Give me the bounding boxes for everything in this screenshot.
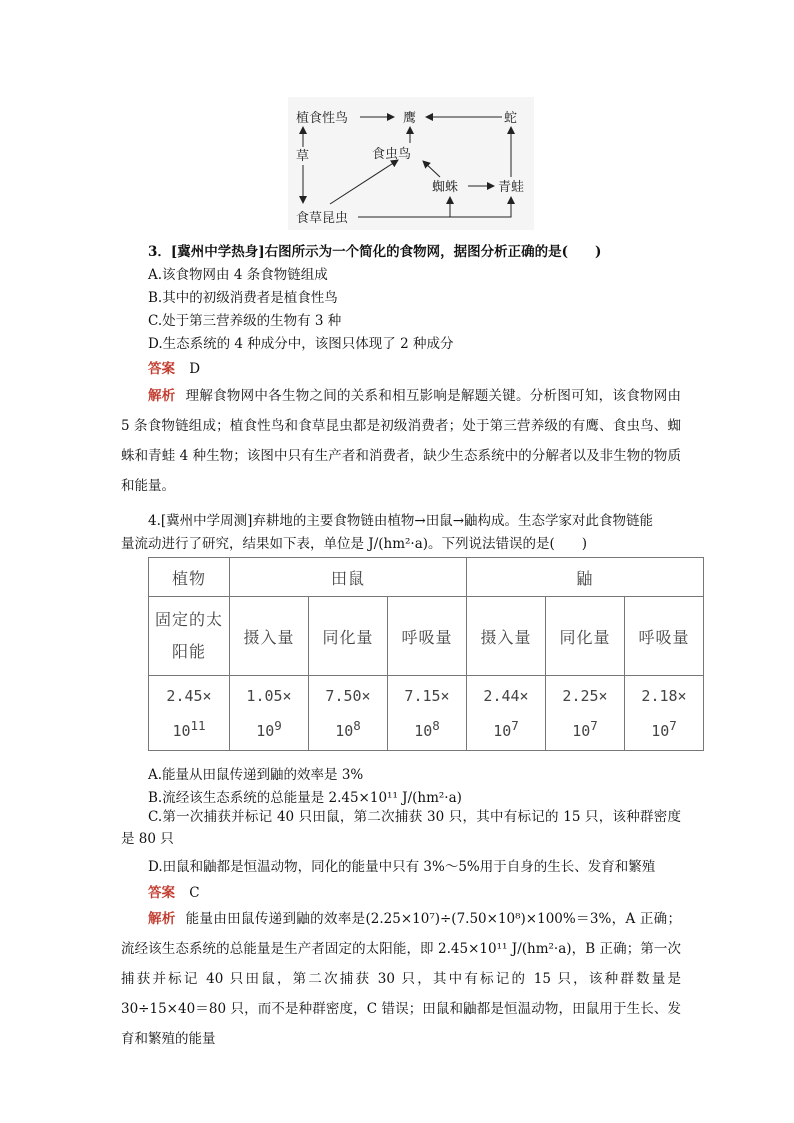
q3-analysis-text: 理解食物网中各生物之间的关系和相互影响是解题关键。分析图可知，该食物网由 5 条食物链组成；植食性鸟和食草昆虫都是初级消费者；处于第三营养级的有鹰、食虫鸟、蜘蛛和青蛙 4 种生物；该图中只有生产者和消费者，缺少生态系统中的分解者以及非生物的物质和能量。 bbox=[121, 388, 682, 494]
q4-analysis-text: 能量由田鼠传递到鼬的效率是(2.25×10⁷)÷(7.50×10⁸)×100%＝3%，A 正确；流经该生态系统的总能量是生产者固定的太阳能，即 2.45×10¹¹ J/(hm²·a)，B 正确；第一次捕获并标记 40 只田鼠，第二次捕获 30 只，其中有标记的 15 只，该种群数量是 30÷15×40＝80 只，而不是种群密度，C 错误；田鼠和鼬都是恒温动物，田鼠用于生长、发育和繁殖的能量 bbox=[121, 911, 681, 1047]
q3-stem: 3．[冀州中学热身]右图所示为一个简化的食物网，据图分析正确的是( ) bbox=[148, 244, 602, 260]
q4-option-c: C.第一次捕获并标记 40 只田鼠，第二次捕获 30 只，其中有标记的 15 只，该种群密度是 80 只 bbox=[121, 809, 681, 847]
table-group-plant: 植物 bbox=[149, 558, 230, 597]
cell-exponent: 7 bbox=[511, 717, 519, 733]
q4-answer bbox=[148, 884, 200, 902]
q3-answer bbox=[148, 360, 200, 378]
table-cell bbox=[388, 676, 467, 751]
cell-base: 10 bbox=[256, 721, 275, 740]
q3-answer-label: 答案 bbox=[148, 361, 175, 377]
q3-option-d: D.生态系统的 4 种成分中，该图只体现了 2 种成分 bbox=[148, 336, 454, 352]
q4-analysis-label: 解析 bbox=[148, 911, 176, 927]
q3-analysis bbox=[121, 381, 681, 501]
q4-answer-label: 答案 bbox=[148, 885, 175, 901]
table-subheader: 同化量 bbox=[546, 597, 625, 676]
node-insect-bird: 食虫鸟 bbox=[372, 147, 412, 162]
energy-flow-table bbox=[148, 557, 704, 751]
table-subheader: 同化量 bbox=[309, 597, 388, 676]
cell-exponent: 11 bbox=[190, 717, 206, 733]
q4-option-d: D.田鼠和鼬都是恒温动物，同化的能量中只有 3%～5%用于自身的生长、发育和繁殖 bbox=[148, 859, 656, 875]
q4-answer-value: C bbox=[189, 885, 200, 901]
node-snake: 蛇 bbox=[504, 111, 518, 126]
table-cell bbox=[149, 676, 230, 751]
q3-answer-value: D bbox=[189, 361, 201, 377]
cell-exponent: 8 bbox=[432, 717, 440, 733]
table-subheader: 摄入量 bbox=[230, 597, 309, 676]
table-cell bbox=[309, 676, 388, 751]
node-herb-bird: 植食性鸟 bbox=[296, 111, 349, 126]
cell-base: 10 bbox=[493, 721, 512, 740]
cell-base: 10 bbox=[172, 721, 191, 740]
table-group-vole: 田鼠 bbox=[230, 558, 467, 597]
q4-option-b: B.流经该生态系统的总能量是 2.45×10¹¹ J/(hm²·a) bbox=[148, 790, 462, 806]
cell-mantissa: 2.45× bbox=[166, 686, 212, 705]
table-group-weasel: 鼬 bbox=[467, 558, 704, 597]
cell-mantissa: 2.18× bbox=[641, 686, 687, 705]
arrow-spider-insectbird bbox=[423, 161, 440, 177]
arrow-insect-insectbird bbox=[330, 160, 398, 204]
food-web-diagram bbox=[288, 97, 534, 230]
node-insect: 食草昆虫 bbox=[296, 211, 349, 226]
table-subheader: 固定的太阳能 bbox=[149, 597, 230, 676]
table-cell bbox=[546, 676, 625, 751]
node-spider: 蜘蛛 bbox=[432, 180, 459, 195]
q3-option-c: C.处于第三营养级的生物有 3 种 bbox=[148, 313, 342, 329]
table-subheader: 呼吸量 bbox=[625, 597, 704, 676]
cell-mantissa: 7.15× bbox=[404, 686, 450, 705]
node-grass: 草 bbox=[296, 149, 310, 164]
q4-analysis bbox=[121, 904, 681, 1054]
q4-stem-line1: 4.[冀州中学周测]弃耕地的主要食物链由植物→田鼠→鼬构成。生态学家对此食物链能 bbox=[148, 513, 654, 529]
cell-base: 10 bbox=[572, 721, 591, 740]
table-cell bbox=[467, 676, 546, 751]
cell-mantissa: 2.44× bbox=[483, 686, 529, 705]
cell-base: 10 bbox=[414, 721, 433, 740]
arrow-insect-spider bbox=[358, 197, 450, 217]
node-eagle: 鹰 bbox=[403, 111, 417, 126]
arrow-insect-frog bbox=[450, 197, 511, 217]
cell-exponent: 8 bbox=[353, 717, 361, 733]
cell-base: 10 bbox=[335, 721, 354, 740]
cell-exponent: 7 bbox=[669, 717, 677, 733]
cell-mantissa: 7.50× bbox=[325, 686, 371, 705]
table-subheader: 摄入量 bbox=[467, 597, 546, 676]
cell-exponent: 9 bbox=[274, 717, 282, 733]
node-frog: 青蛙 bbox=[498, 180, 525, 195]
table-cell bbox=[230, 676, 309, 751]
table-cell bbox=[625, 676, 704, 751]
q3-analysis-label: 解析 bbox=[148, 388, 176, 404]
cell-mantissa: 1.05× bbox=[246, 686, 292, 705]
q3-option-b: B.其中的初级消费者是植食性鸟 bbox=[148, 290, 338, 306]
q4-option-a: A.能量从田鼠传递到鼬的效率是 3% bbox=[148, 767, 364, 783]
cell-mantissa: 2.25× bbox=[562, 686, 608, 705]
q4-stem-line2: 量流动进行了研究，结果如下表，单位是 J/(hm²·a)。下列说法错误的是( ) bbox=[121, 536, 588, 552]
cell-exponent: 7 bbox=[590, 717, 598, 733]
table-subheader: 呼吸量 bbox=[388, 597, 467, 676]
q3-option-a: A.该食物网由 4 条食物链组成 bbox=[148, 267, 328, 283]
cell-base: 10 bbox=[651, 721, 670, 740]
